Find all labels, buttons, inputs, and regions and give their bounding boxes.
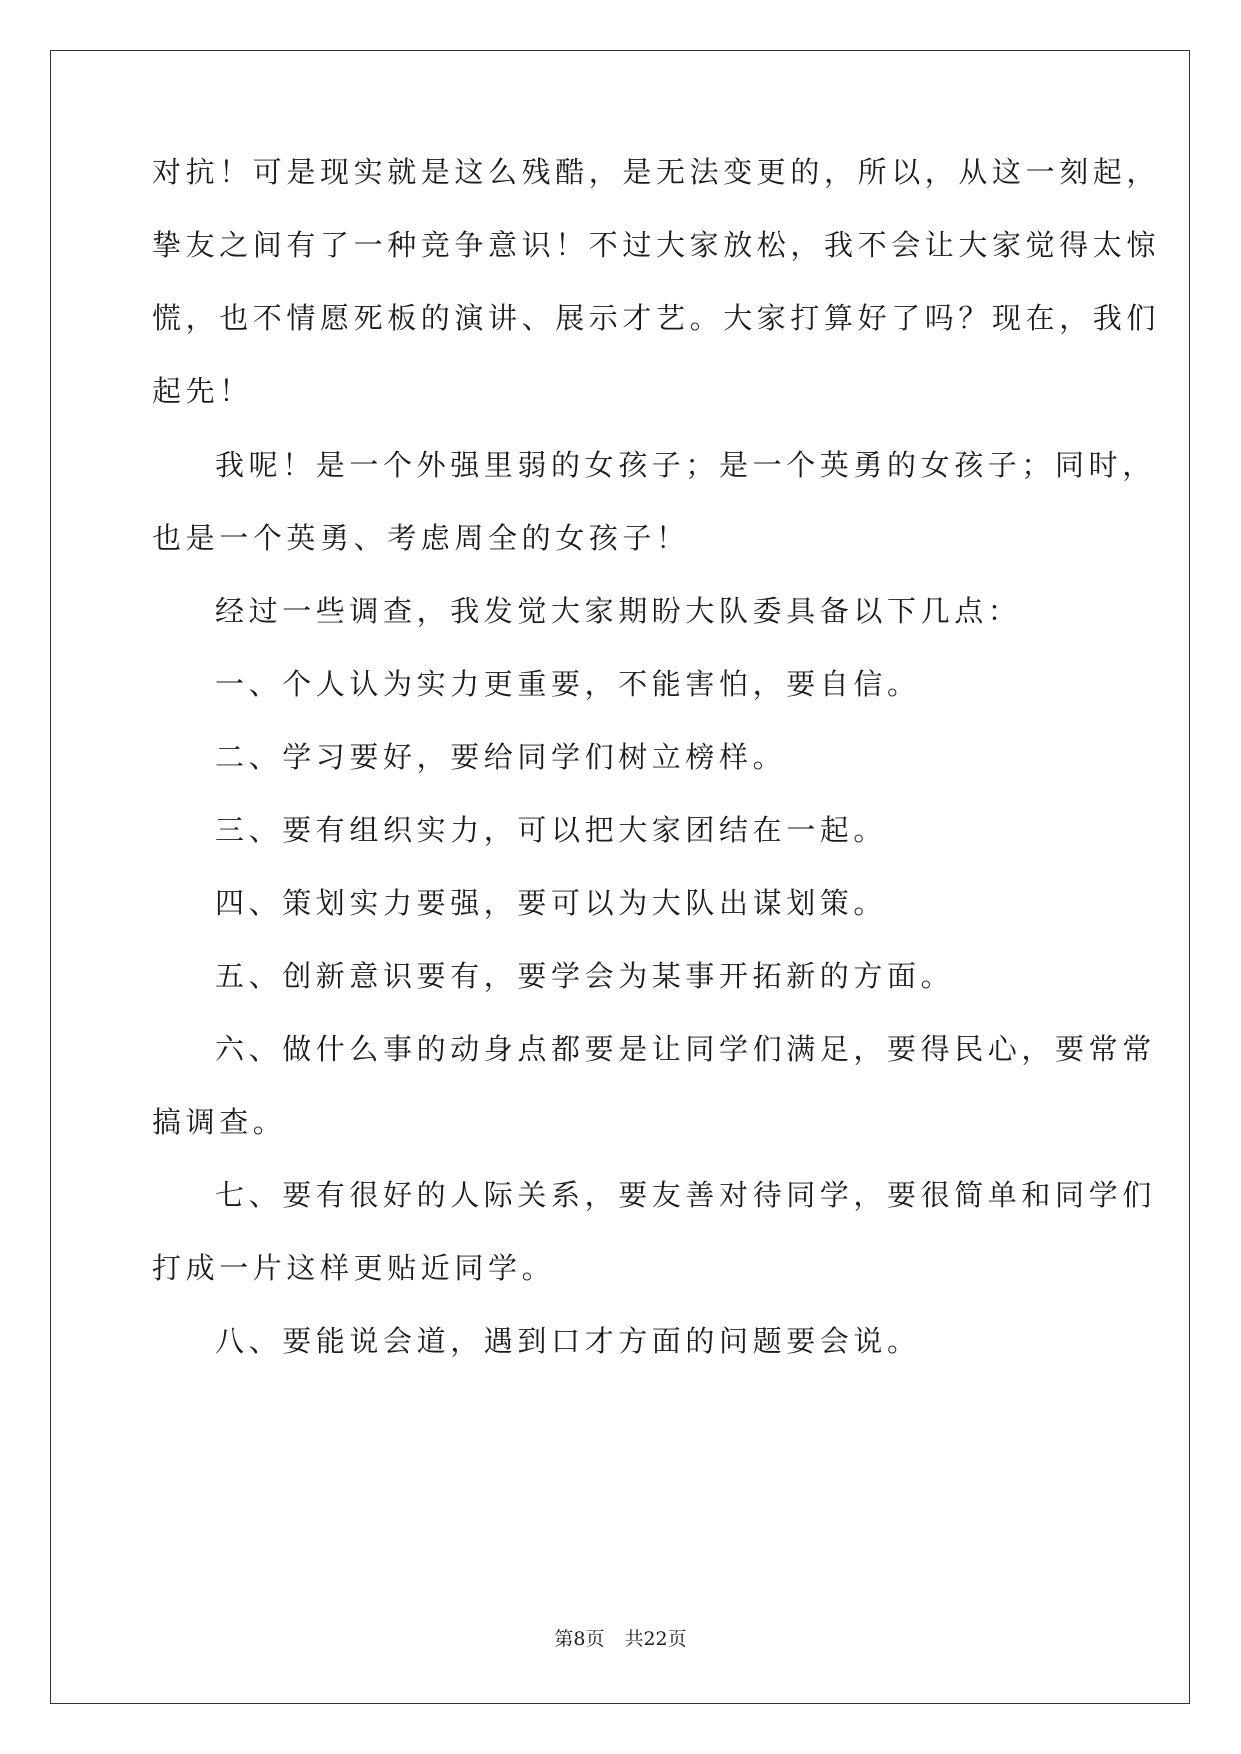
page-footer xyxy=(0,1626,1241,1652)
paragraph-start: 我呢！是一个外强里弱的女孩子；是一个英勇的女孩子；同时， xyxy=(215,448,1156,482)
text-line: 对抗！可是现实就是这么残酷，是无法变更的，所以，从这一刻起， xyxy=(152,155,1161,189)
list-item: 二、学习要好，要给同学们树立榜样。 xyxy=(215,740,787,774)
list-item: 七、要有很好的人际关系，要友善对待同学，要很简单和同学们 xyxy=(215,1178,1156,1212)
list-item: 六、做什么事的动身点都要是让同学们满足，要得民心，要常常 xyxy=(215,1032,1156,1066)
list-item: 八、要能说会道，遇到口才方面的问题要会说。 xyxy=(215,1324,921,1358)
list-item: 三、要有组织实力，可以把大家团结在一起。 xyxy=(215,813,888,847)
text-line: 打成一片这样更贴近同学。 xyxy=(152,1251,556,1285)
text-line: 也是一个英勇、考虑周全的女孩子！ xyxy=(152,521,690,555)
text-line: 挚友之间有了一种竞争意识！不过大家放松，我不会让大家觉得太惊 xyxy=(152,228,1161,262)
current-page-number: 第8页 xyxy=(554,1628,605,1650)
paragraph-start: 经过一些调查，我发觉大家期盼大队委具备以下几点： xyxy=(215,594,1022,628)
list-item: 五、创新意识要有，要学会为某事开拓新的方面。 xyxy=(215,959,955,993)
list-item: 四、策划实力要强，要可以为大队出谋划策。 xyxy=(215,886,888,920)
list-item: 一、个人认为实力更重要，不能害怕，要自信。 xyxy=(215,667,921,701)
total-pages: 共22页 xyxy=(624,1628,687,1650)
text-line: 搞调查。 xyxy=(152,1105,287,1139)
text-line: 起先！ xyxy=(152,374,253,408)
text-line: 慌，也不情愿死板的演讲、展示才艺。大家打算好了吗？现在，我们 xyxy=(152,301,1161,335)
